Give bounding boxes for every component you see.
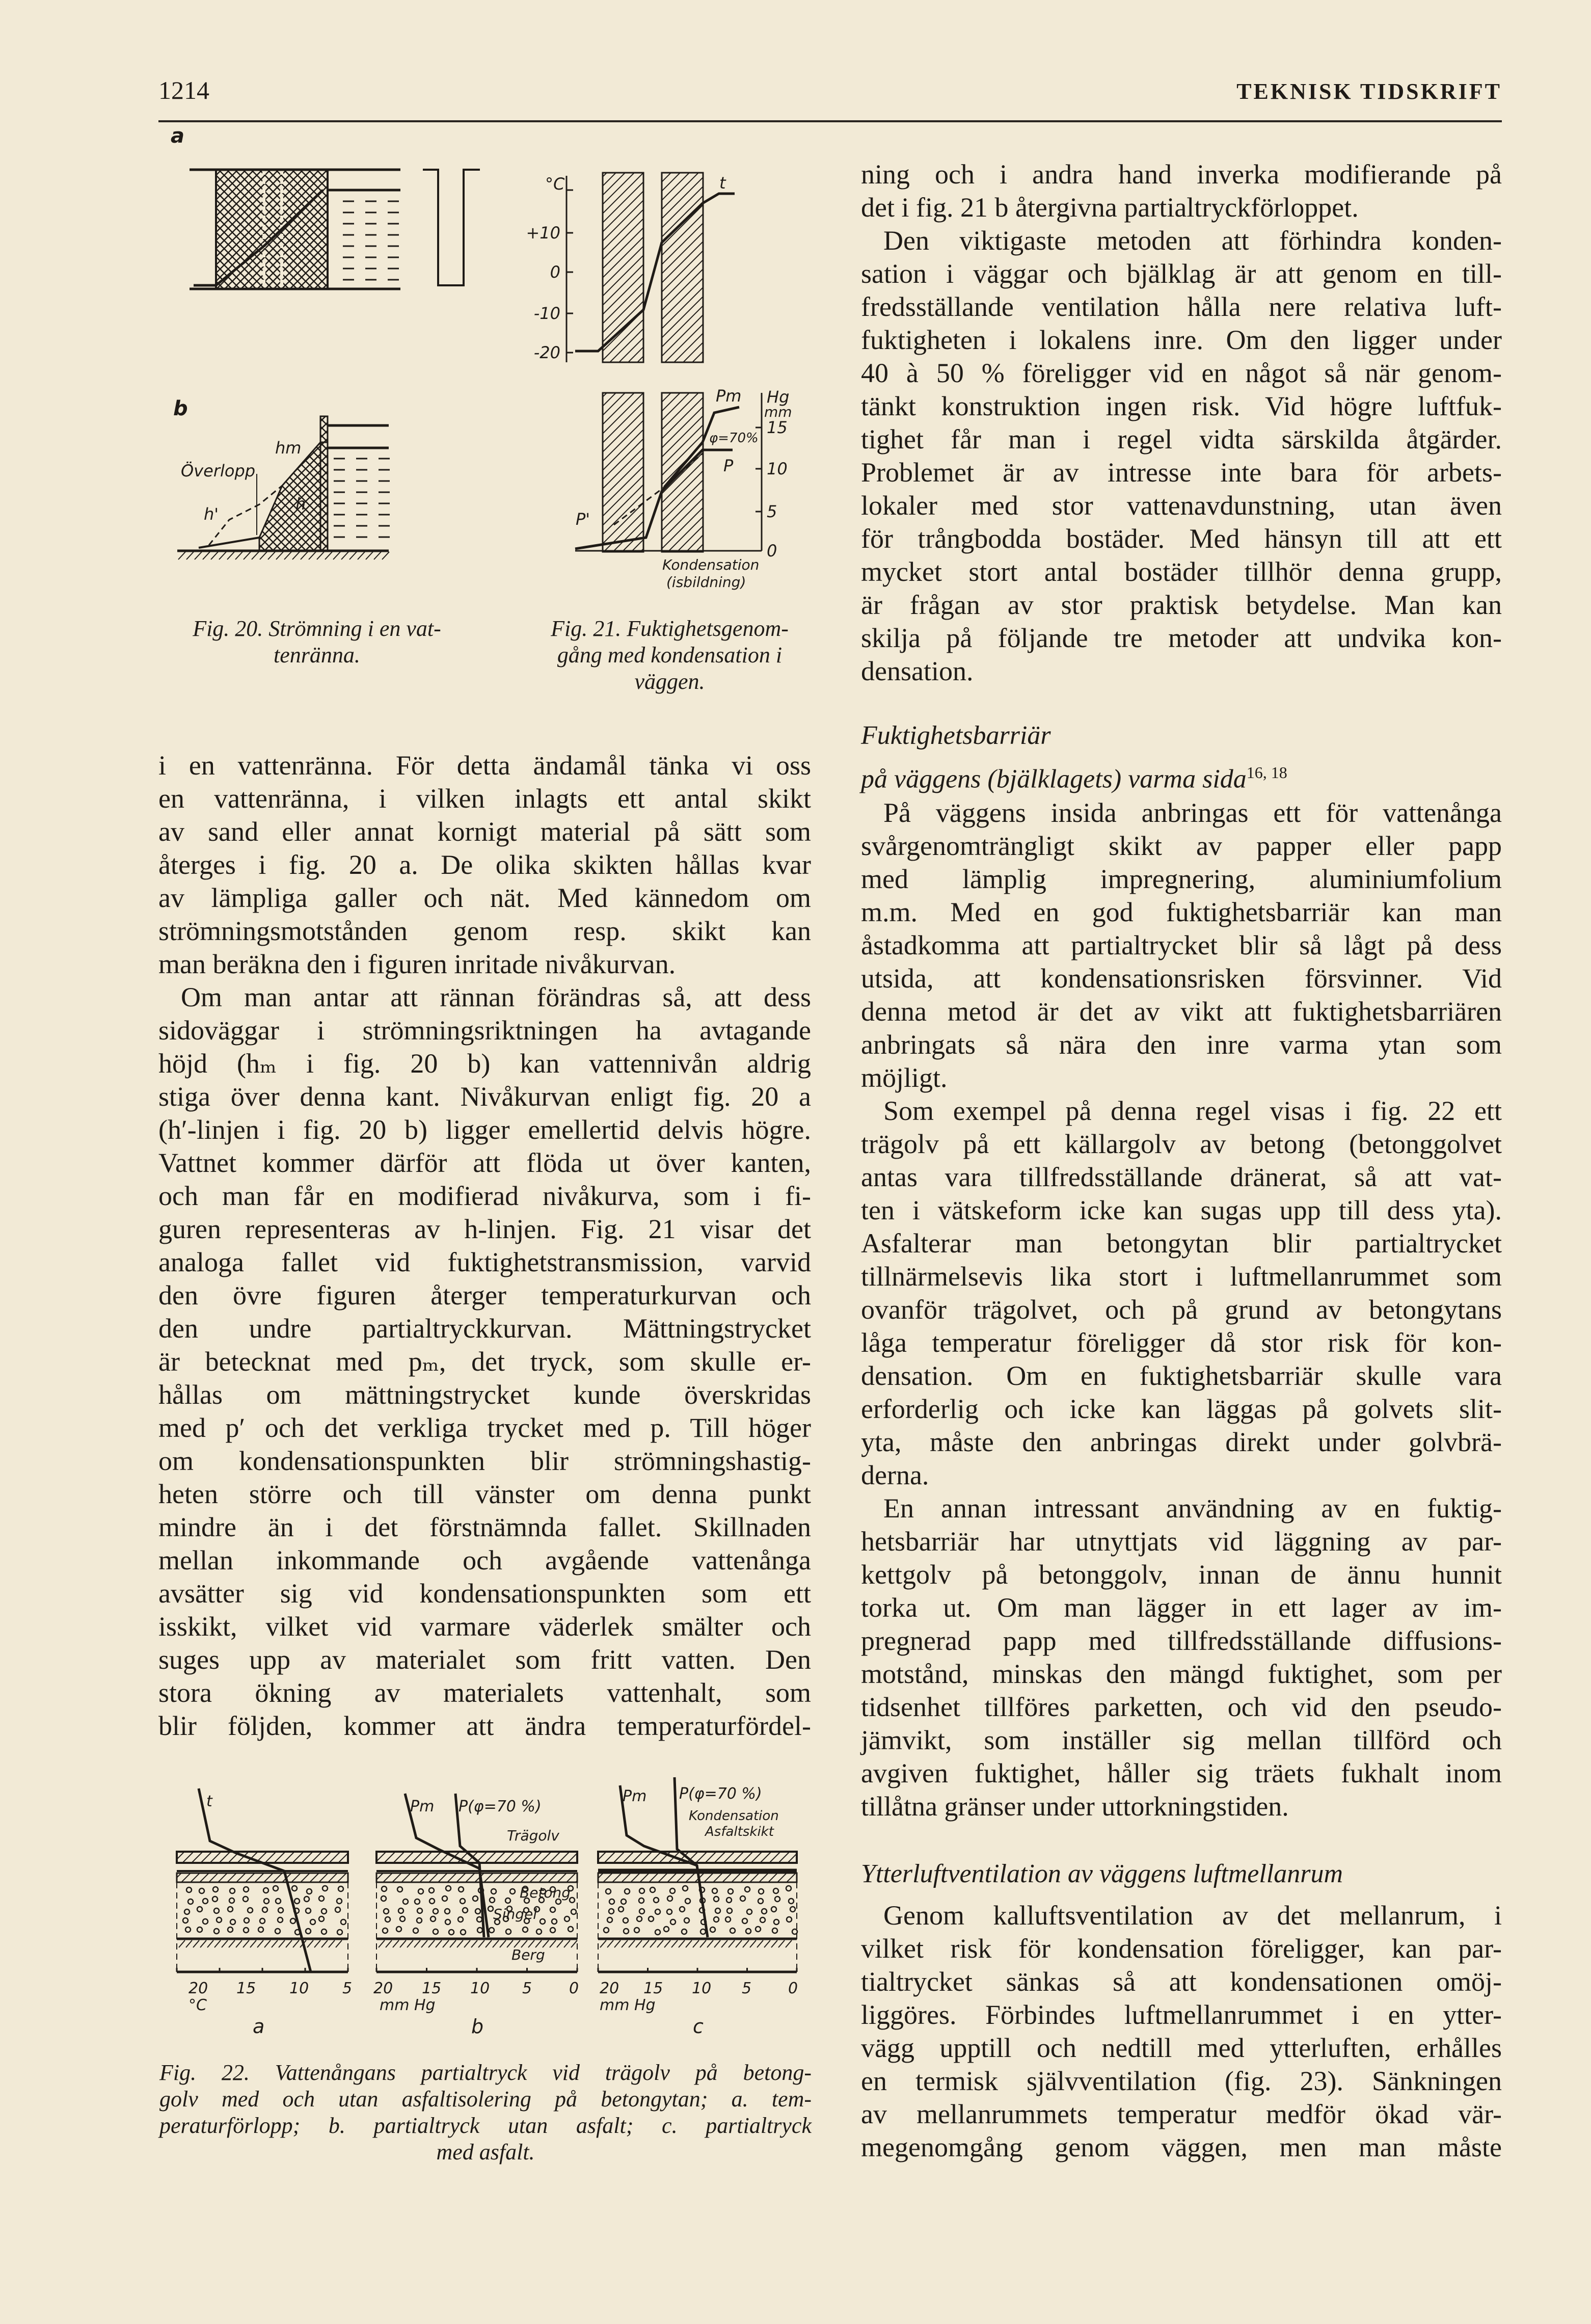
text-line: ten i vätskeform icke kan sugas upp till dess yta). xyxy=(861,1195,1502,1225)
caption-line: gång med kondensation i xyxy=(557,643,783,667)
text-line: sation i väggar och bjälklag är att genom en till- xyxy=(861,258,1502,289)
fig21-tick: 5 xyxy=(767,502,777,521)
text-line: ovanför trägolvet, och på grund av betongytans xyxy=(861,1294,1502,1325)
text-line: mellan inkommande och avgående vattenånga xyxy=(158,1545,811,1575)
text-line: trägolv på ett källargolv av betong (betonggolvet xyxy=(861,1129,1502,1159)
fig22b-tick: 15 xyxy=(422,1980,442,1997)
text-line: densation. xyxy=(861,656,974,686)
fig21-tick: 15 xyxy=(767,418,788,437)
fig22b-berg-label: Berg xyxy=(511,1946,545,1963)
fig21-pm-label: Pm xyxy=(716,386,742,406)
text-line: en termisk självventilation (fig. 23). Sänkningen xyxy=(861,2066,1502,2096)
fig20a-drawing xyxy=(190,170,480,289)
fig22a-tick: 15 xyxy=(236,1980,256,1997)
text-line: med p′ och det verkliga trycket med p. Till höger xyxy=(158,1412,811,1443)
text-line: blir följden, kommer att ändra temperaturfördel- xyxy=(158,1711,811,1741)
fig21-tick: 0 xyxy=(767,541,777,560)
text-line: 40 à 50 % föreligger vid en något så när genom- xyxy=(861,358,1502,388)
caption-line: Fig. 21. Fuktighetsgenom- xyxy=(551,616,789,641)
text-line: Vattnet kommer därför att flöda ut över kanten, xyxy=(158,1147,811,1178)
fig22a-tick: 20 xyxy=(188,1980,208,1997)
text-line: av lämpliga galler och nät. Med kännedom om xyxy=(158,883,811,913)
text-line: skilja på följande tre metoder att undvika kon- xyxy=(861,623,1502,653)
fig22a-letter: a xyxy=(253,2015,265,2038)
text-line: mindre än i det förstnämnda fallet. Skillnaden xyxy=(158,1512,811,1542)
text-line: hållas om mättningstrycket kunde överskridas xyxy=(158,1379,811,1410)
text-line: Den viktigaste metoden att förhindra konden- xyxy=(883,225,1502,256)
text-line: analoga fallet vid fuktighetstransmission, varvid xyxy=(158,1247,811,1277)
text-line: yta, måste den anbringas direkt under golvbrä- xyxy=(861,1427,1502,1457)
text-line: fredsställande ventilation hålla nere relativa luft- xyxy=(861,291,1502,322)
fig22b-tick: 10 xyxy=(470,1980,490,1997)
text-line: lokaler med stor vattenavdunstning, utan även xyxy=(861,490,1502,521)
fig22c-kondensation-label: Kondensation xyxy=(689,1808,779,1824)
fig22c-tick: 20 xyxy=(600,1980,619,1997)
fig21b-drawing xyxy=(575,393,762,552)
text-line: av sand eller annat kornigt material på sätt som xyxy=(158,816,811,847)
section-ventilation-text xyxy=(861,1899,1502,2164)
text-line: den övre figuren återger temperaturkurvan och xyxy=(158,1280,811,1311)
fig22b-betong-label: Betong xyxy=(520,1884,571,1901)
text-line: tänkt konstruktion ingen risk. Vid högre luftfuk- xyxy=(861,391,1502,421)
fig22a-tick: 10 xyxy=(289,1980,309,1997)
text-line: Problemet är av intresse inte bara för arbets- xyxy=(861,457,1502,488)
text-line: tighet får man i regel vidta särskilda åtgärder. xyxy=(861,424,1502,455)
fig21-kondensation-label: Kondensation xyxy=(662,556,760,573)
text-line: sidoväggar i strömningsriktningen ha avtagande xyxy=(158,1015,811,1046)
text-line: pregnerad papp med tillfredsställande diffusions- xyxy=(861,1625,1502,1656)
caption-line: peraturförlopp; b. partialtryck utan asfalt; c. partialtryck xyxy=(159,2113,812,2138)
fig21a-drawing xyxy=(567,173,735,362)
text-line: återges i fig. 20 a. De olika skikten hållas kvar xyxy=(158,849,811,880)
section-heading-barrier xyxy=(861,717,1287,797)
fig21-tick: 10 xyxy=(767,459,788,478)
text-line: Asfalterar man betongytan blir partialtrycket xyxy=(861,1228,1502,1259)
caption-line: golv med och utan asfaltisolering på betongytan; a. tem- xyxy=(159,2087,812,2112)
text-line: kettgolv på betonggolv, innan de ännu hunnit xyxy=(861,1559,1502,1590)
text-line: stiga över denna kant. Nivåkurvan enligt fig. 20 a xyxy=(158,1081,811,1112)
caption-line: Fig. 22. Vattenångans partialtryck vid trägolv på betong- xyxy=(159,2060,812,2085)
fig22b-pm-label: Pm xyxy=(410,1798,435,1815)
text-line: anbringats så nära den inre varma ytan som xyxy=(861,1029,1502,1060)
fig22b-tragolv-label: Trägolv xyxy=(507,1827,559,1844)
fig21-phi-label: φ=70% xyxy=(709,431,759,446)
text-line: hetsbarriär har utnyttjats vid läggning av par- xyxy=(861,1526,1502,1557)
text-line: På väggens insida anbringas ett för vattenånga xyxy=(883,797,1502,828)
fig22c-letter: c xyxy=(693,2015,704,2038)
text-line: för trångbodda bostäder. Med hänsyn till att ett xyxy=(861,523,1502,554)
text-line: höjd (hₘ i fig. 20 b) kan vattennivån aldrig xyxy=(158,1048,811,1079)
text-line: torka ut. Om man lägger in ett lager av im- xyxy=(861,1592,1502,1623)
caption-line: Fig. 20. Strömning i en vat- xyxy=(193,616,441,641)
text-line: möjligt. xyxy=(861,1062,948,1093)
caption-line: med asfalt. xyxy=(436,2140,535,2165)
page-number: 1214 xyxy=(158,76,209,104)
text-line: strömningsmotstånden genom resp. skikt kan xyxy=(158,916,811,946)
text-line: Som exempel på denna regel visas i fig. 22 ett xyxy=(883,1096,1502,1126)
section-heading-ventilation xyxy=(861,1856,1343,1892)
fig20-panel-a-label: a xyxy=(171,124,184,148)
text-line: åstadkomma att partialtrycket blir så lågt på dess xyxy=(861,930,1502,960)
fig22b-tick: 5 xyxy=(522,1980,532,1997)
text-line: jämvikt, som inställer sig mellan tillförd och xyxy=(861,1725,1502,1755)
fig21-caption xyxy=(523,616,816,695)
text-line: tialtrycket sänkas så att kondensationen omöj- xyxy=(861,1966,1502,1997)
text-line: man beräkna den i figuren inritade nivåkurvan. xyxy=(158,949,676,979)
fig20-caption xyxy=(161,616,472,669)
fig21-unit-celsius: °C xyxy=(545,174,565,194)
text-line: densation. Om en fuktighetsbarriär skulle vara xyxy=(861,1360,1502,1391)
fig22b-p-label: P(φ=70 %) xyxy=(459,1798,542,1815)
fig21-p-label: P xyxy=(723,456,734,475)
reference-numbers: 16, 18 xyxy=(1246,763,1287,782)
text-line: megenomgång genom väggen, men man måste xyxy=(861,2132,1502,2162)
fig20-overlopp-label: Överlopp xyxy=(181,461,256,480)
fig22c-unit: mm Hg xyxy=(600,1996,656,2014)
text-line: den undre partialtryckkurvan. Mättningstrycket xyxy=(158,1313,811,1344)
fig22c-pm-label: Pm xyxy=(623,1787,647,1805)
fig22a-t-label: t xyxy=(206,1793,212,1810)
text-line: är frågan av stor praktisk betydelse. Man kan xyxy=(861,590,1502,620)
heading-line: Ytterluftventilation av väggens luftmellanrum xyxy=(861,1859,1343,1888)
heading-line: på väggens (bjälklagets) varma sida xyxy=(861,764,1247,794)
fig21-unit-mm: mm xyxy=(764,404,792,420)
text-line: (h′-linjen i fig. 20 b) ligger emellertid delvis högre. xyxy=(158,1114,811,1145)
fig22-panel-a xyxy=(177,1852,348,1972)
text-line: liggöres. Förbindes luftmellanrummet i en ytter- xyxy=(861,1999,1502,2030)
text-line: suges upp av materialet som fritt vatten. Den xyxy=(158,1644,811,1675)
fig22c-p-label: P(φ=70 %) xyxy=(679,1785,762,1803)
text-line: erforderlig och icke kan läggas på golvets slit- xyxy=(861,1394,1502,1424)
text-line: En annan intressant användning av en fuktig- xyxy=(883,1493,1502,1524)
text-line: Genom kalluftsventilation av det mellanrum, i xyxy=(883,1900,1502,1931)
text-line: stora ökning av materialets vattenhalt, som xyxy=(158,1677,811,1708)
text-line: utsida, att kondensationsrisken försvinner. Vid xyxy=(861,963,1502,994)
text-line: en vattenränna, i vilken inlagts ett antal skikt xyxy=(158,783,811,814)
fig22b-tick: 0 xyxy=(569,1980,579,1997)
text-line: vägg upptill och nedtill med ytterluften, erhålles xyxy=(861,2033,1502,2063)
fig22b-letter: b xyxy=(471,2015,484,2038)
text-line: låga temperatur föreligger då stor risk för kon- xyxy=(861,1327,1502,1358)
fig21-p-prime-label: P' xyxy=(576,510,590,529)
section-barrier-text xyxy=(861,796,1502,1823)
fig22b-unit: mm Hg xyxy=(380,1996,436,2014)
text-line: mycket stort antal bostäder tillhör denna grupp, xyxy=(861,556,1502,587)
text-line: vilket risk för kondensation föreligger, kan par- xyxy=(861,1933,1502,1964)
text-line: m.m. Med en god fuktighetsbarriär kan man xyxy=(861,897,1502,927)
fig22c-tick: 0 xyxy=(788,1980,798,1997)
heading-line: Fuktighetsbarriär xyxy=(861,721,1051,750)
fig21-tick: 0 xyxy=(550,262,560,282)
fig22a-tick: 5 xyxy=(342,1980,353,1997)
fig22a-unit: °C xyxy=(188,1996,207,2014)
fig20-hm-label: hm xyxy=(275,438,302,458)
fig22c-tick: 5 xyxy=(742,1980,752,1997)
text-line: med lämplig impregnering, aluminiumfolium xyxy=(861,864,1502,894)
text-line: och man får en modifierad nivåkurva, som i fi- xyxy=(158,1181,811,1211)
text-line: avsätter sig vid kondensationspunkten som ett xyxy=(158,1578,811,1609)
journal-title: TEKNISK TIDSKRIFT xyxy=(1236,79,1502,104)
text-line: tillåtna gränser under uttorkningstiden. xyxy=(861,1791,1289,1822)
fig21-isbildning-label: (isbildning) xyxy=(666,574,746,591)
text-line: i en vattenränna. För detta ändamål tänka vi oss xyxy=(158,750,811,781)
fig22-panel-b xyxy=(376,1852,577,1972)
text-line: ning och i andra hand inverka modifierande på xyxy=(861,159,1502,190)
text-line: svårgenomträngligt skikt av papper eller papp xyxy=(861,831,1502,861)
text-line: motstånd, minskas den mängd fuktighet, som per xyxy=(861,1659,1502,1689)
text-line: avgiven fuktighet, håller sig träets fukhalt inom xyxy=(861,1758,1502,1788)
text-line: guren representeras av h-linjen. Fig. 21 visar det xyxy=(158,1214,811,1244)
text-line: det i fig. 21 b återgivna partialtryckförloppet. xyxy=(861,192,1359,223)
fig21-unit-hg: Hg xyxy=(767,387,790,407)
text-line: Om man antar att rännan förändras så, att dess xyxy=(181,982,811,1012)
text-line: av mellanrummets temperatur medför ökad vär- xyxy=(861,2099,1502,2129)
text-line: är betecknat med pₘ, det tryck, som skulle er- xyxy=(158,1346,811,1377)
text-line: tillnärmelsevis lika stort i luftmellanrummet som xyxy=(861,1261,1502,1292)
fig21-tick: -10 xyxy=(533,304,560,323)
text-line: fuktigheten i lokalens inre. Om den ligger under xyxy=(861,325,1502,355)
caption-line: väggen. xyxy=(634,669,705,694)
fig20-h-label: h xyxy=(295,494,306,514)
right-column-intro xyxy=(861,158,1502,688)
text-line: om kondensationspunkten blir strömningshastig- xyxy=(158,1446,811,1476)
fig20-h-prime-label: h' xyxy=(204,504,219,524)
text-line: heten större och till vänster om denna punkt xyxy=(158,1479,811,1509)
caption-line: tenränna. xyxy=(274,643,360,667)
fig22c-tick: 15 xyxy=(643,1980,663,1997)
fig22b-tick: 20 xyxy=(373,1980,393,1997)
fig22c-tick: 10 xyxy=(692,1980,712,1997)
fig21-tick: -20 xyxy=(533,343,560,362)
text-line: denna metod är det av vikt att fuktighetsbarriären xyxy=(861,996,1502,1027)
fig22c-asfalt-label: Asfaltskikt xyxy=(705,1824,774,1839)
fig20-panel-b-label: b xyxy=(173,397,188,420)
left-column-text xyxy=(158,749,811,1743)
fig22b-singel-label: Singel xyxy=(493,1906,537,1922)
fig21-tick: +10 xyxy=(526,223,560,243)
text-line: tidsenhet tillföres parketten, och vid den pseudo- xyxy=(861,1692,1502,1722)
fig21-t-label: t xyxy=(719,173,726,193)
text-line: antas vara tillfredsställande dränerat, så att vat- xyxy=(861,1162,1502,1192)
fig22-caption xyxy=(159,2060,812,2166)
text-line: isskikt, vilket vid varmare väderlek smälter och xyxy=(158,1611,811,1642)
text-line: derna. xyxy=(861,1460,929,1490)
